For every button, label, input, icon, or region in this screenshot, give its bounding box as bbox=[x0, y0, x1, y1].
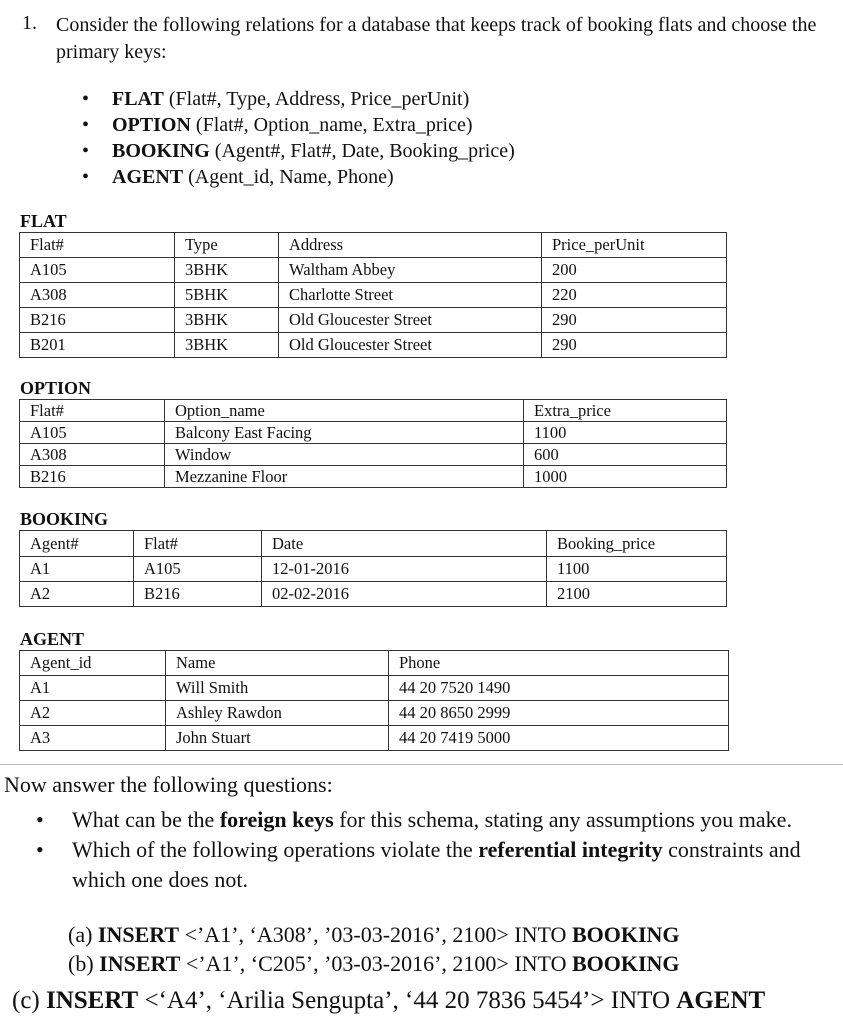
cell: A105 bbox=[20, 422, 165, 444]
emphasis: referential integrity bbox=[478, 837, 663, 862]
op-values: <’A1’, ‘A308’, ’03-03-2016’, 2100> bbox=[184, 922, 509, 947]
cell: A1 bbox=[20, 557, 134, 582]
cell: A2 bbox=[20, 582, 134, 607]
table-row bbox=[20, 283, 727, 308]
table-row bbox=[20, 466, 727, 488]
question-list bbox=[36, 805, 836, 895]
op-keyword: INSERT bbox=[46, 987, 139, 1014]
table-row bbox=[20, 726, 729, 751]
cell: 44 20 7419 5000 bbox=[389, 726, 729, 751]
op-table: BOOKING bbox=[571, 922, 680, 947]
table-row bbox=[20, 557, 727, 582]
table-header-row bbox=[20, 233, 727, 258]
cell: 1000 bbox=[524, 466, 727, 488]
cell: B216 bbox=[20, 466, 165, 488]
table-row bbox=[20, 701, 729, 726]
table-header-row bbox=[20, 400, 727, 422]
relation-item bbox=[82, 164, 515, 190]
relation-name: OPTION bbox=[112, 114, 191, 136]
relation-attrs: (Flat#, Type, Address, Price_perUnit) bbox=[168, 88, 470, 110]
op-label: (b) bbox=[68, 951, 94, 976]
relation-list bbox=[82, 86, 515, 190]
cell: John Stuart bbox=[166, 726, 389, 751]
table-row bbox=[20, 582, 727, 607]
agent-table-title: AGENT bbox=[20, 629, 85, 649]
header-cell: Agent# bbox=[20, 531, 134, 557]
op-label: (c) bbox=[12, 987, 40, 1014]
text-run: What can be the bbox=[72, 807, 220, 832]
cell: A1 bbox=[20, 676, 166, 701]
op-table: AGENT bbox=[676, 987, 766, 1014]
table-header-row bbox=[20, 651, 729, 676]
cell: A308 bbox=[20, 444, 165, 466]
cell: 12-01-2016 bbox=[262, 557, 547, 582]
cell: Old Gloucester Street bbox=[279, 308, 542, 333]
table-row bbox=[20, 333, 727, 358]
table-header-row bbox=[20, 531, 727, 557]
relation-name: BOOKING bbox=[112, 140, 210, 162]
table-row bbox=[20, 258, 727, 283]
cell: Mezzanine Floor bbox=[165, 466, 524, 488]
table-row bbox=[20, 308, 727, 333]
cell: Will Smith bbox=[166, 676, 389, 701]
flat-table-title: FLAT bbox=[20, 211, 67, 231]
relation-name: FLAT bbox=[112, 88, 164, 110]
cell: 44 20 7520 1490 bbox=[389, 676, 729, 701]
question-number: 1. bbox=[22, 12, 37, 34]
op-label: (a) bbox=[68, 922, 93, 947]
text-run: constraints and which one does not. bbox=[72, 837, 801, 892]
cell: A2 bbox=[20, 701, 166, 726]
cell: 1100 bbox=[524, 422, 727, 444]
instructions-intro: Now answer the following questions: bbox=[4, 772, 333, 797]
section-divider bbox=[0, 764, 843, 765]
op-values: <‘A4’, ‘Arilia Sengupta’, ‘44 20 7836 5454’> bbox=[144, 987, 605, 1014]
operation-c bbox=[12, 987, 765, 1015]
cell: Ashley Rawdon bbox=[166, 701, 389, 726]
cell: 220 bbox=[542, 283, 727, 308]
cell: 200 bbox=[542, 258, 727, 283]
cell: Old Gloucester Street bbox=[279, 333, 542, 358]
cell: A105 bbox=[134, 557, 262, 582]
cell: 02-02-2016 bbox=[262, 582, 547, 607]
cell: 5BHK bbox=[175, 283, 279, 308]
op-keyword: INSERT bbox=[99, 951, 181, 976]
relation-name: AGENT bbox=[112, 166, 184, 188]
relation-item bbox=[82, 112, 515, 138]
header-cell: Price_perUnit bbox=[542, 233, 727, 258]
header-cell: Date bbox=[262, 531, 547, 557]
cell: 3BHK bbox=[175, 333, 279, 358]
op-into: INTO bbox=[610, 987, 671, 1014]
cell: A105 bbox=[20, 258, 175, 283]
cell: Balcony East Facing bbox=[165, 422, 524, 444]
flat-table bbox=[19, 232, 727, 358]
cell: 290 bbox=[542, 333, 727, 358]
header-cell: Flat# bbox=[20, 233, 175, 258]
cell: 2100 bbox=[547, 582, 727, 607]
cell: B201 bbox=[20, 333, 175, 358]
header-cell: Flat# bbox=[20, 400, 165, 422]
op-into: INTO bbox=[514, 951, 567, 976]
question-item bbox=[36, 835, 836, 895]
cell: 1100 bbox=[547, 557, 727, 582]
table-row bbox=[20, 676, 729, 701]
operation-b bbox=[68, 951, 680, 977]
header-cell: Booking_price bbox=[547, 531, 727, 557]
cell: 290 bbox=[542, 308, 727, 333]
booking-table-title: BOOKING bbox=[20, 509, 109, 529]
header-cell: Phone bbox=[389, 651, 729, 676]
cell: B216 bbox=[20, 308, 175, 333]
question-item bbox=[36, 805, 836, 835]
option-table-title: OPTION bbox=[20, 378, 92, 398]
cell: 600 bbox=[524, 444, 727, 466]
cell: Window bbox=[165, 444, 524, 466]
op-into: INTO bbox=[514, 922, 567, 947]
op-keyword: INSERT bbox=[97, 922, 180, 947]
cell: 44 20 8650 2999 bbox=[389, 701, 729, 726]
text-run: Which of the following operations violate the bbox=[72, 837, 479, 862]
cell: Charlotte Street bbox=[279, 283, 542, 308]
cell: A308 bbox=[20, 283, 175, 308]
header-cell: Type bbox=[175, 233, 279, 258]
cell: 3BHK bbox=[175, 258, 279, 283]
agent-table bbox=[19, 650, 729, 751]
header-cell: Agent_id bbox=[20, 651, 166, 676]
relation-item bbox=[82, 86, 515, 112]
op-table: BOOKING bbox=[571, 951, 680, 976]
table-row bbox=[20, 422, 727, 444]
booking-table bbox=[19, 530, 727, 607]
header-cell: Name bbox=[166, 651, 389, 676]
operation-a bbox=[68, 922, 680, 948]
text-run: for this schema, stating any assumptions you make. bbox=[333, 807, 792, 832]
op-values: <’A1’, ‘C205’, ’03-03-2016’, 2100> bbox=[185, 951, 509, 976]
header-cell: Extra_price bbox=[524, 400, 727, 422]
cell: A3 bbox=[20, 726, 166, 751]
option-table bbox=[19, 399, 727, 488]
cell: 3BHK bbox=[175, 308, 279, 333]
relation-attrs: (Agent#, Flat#, Date, Booking_price) bbox=[214, 140, 515, 162]
cell: B216 bbox=[134, 582, 262, 607]
relation-item bbox=[82, 138, 515, 164]
table-row bbox=[20, 444, 727, 466]
header-cell: Address bbox=[279, 233, 542, 258]
header-cell: Option_name bbox=[165, 400, 524, 422]
emphasis: foreign keys bbox=[219, 807, 334, 832]
header-cell: Flat# bbox=[134, 531, 262, 557]
relation-attrs: (Flat#, Option_name, Extra_price) bbox=[195, 114, 473, 136]
relation-attrs: (Agent_id, Name, Phone) bbox=[188, 166, 394, 188]
question-text: Consider the following relations for a database that keeps track of booking flats and choose the primary keys: bbox=[56, 14, 817, 63]
cell: Waltham Abbey bbox=[279, 258, 542, 283]
